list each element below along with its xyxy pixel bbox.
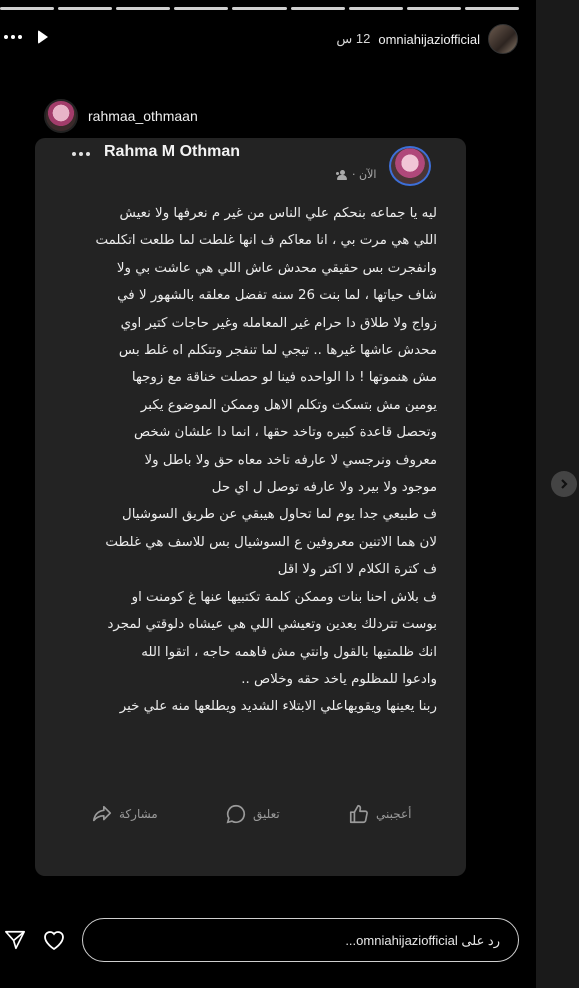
like-label: أعجبني: [376, 807, 412, 821]
post-options-icon[interactable]: [72, 152, 90, 156]
next-story-button[interactable]: [551, 471, 577, 497]
shared-author-avatar[interactable]: [44, 99, 78, 133]
friends-icon: [335, 170, 347, 180]
story-username[interactable]: omniahijaziofficial: [378, 31, 480, 47]
post-author-avatar[interactable]: [389, 146, 431, 186]
story-timestamp: 12 س: [336, 31, 371, 46]
progress-segment: [349, 7, 403, 10]
post-text-line: موجود ولا بيرد ولا عارفه توصل ل اي حل: [211, 480, 437, 496]
post-time: الآن ·: [352, 168, 377, 181]
progress-segment: [58, 7, 112, 10]
share-arrow-icon: [91, 803, 113, 825]
chevron-right-icon: [558, 478, 570, 490]
post-text-line: ف طبيعي جدا يوم لما تحاول هيبقي عن طريق السوشيال: [122, 507, 437, 523]
story-progress-bar: [0, 7, 519, 10]
send-icon[interactable]: [4, 929, 26, 951]
post-text-line: وتحصل قاعدة كبيره وتاخد حقها ، انما دا علشان شخص: [134, 425, 437, 441]
post-text-line: لان هما الاتنين معروفين ع السوشيال بس للاسف هي غلطت: [105, 534, 437, 550]
thumbs-up-icon: [348, 803, 370, 825]
avatar[interactable]: [488, 24, 518, 54]
post-body: [73, 200, 437, 721]
progress-segment: [291, 7, 345, 10]
like-button[interactable]: [348, 803, 411, 825]
post-text-line: وانفجرت بس حقيقي محدش عاش اللي هي عاشت بي ولا: [116, 260, 437, 276]
post-text-line: ليه يا جماعه بنحكم علي الناس من غير م نعرفها ولا نعيش: [119, 206, 437, 221]
shared-post-card[interactable]: [35, 138, 466, 876]
comment-button[interactable]: [225, 803, 280, 825]
post-text-line: زواج ولا طلاق دا حرام غير المعامله وغير حاجات كتير اوي: [120, 315, 437, 331]
post-text-line: وادعوا للمظلوم ياخد حقه وخلاص ..: [241, 671, 437, 687]
post-text-line: بوست تتردلك بعدين وتعيشي اللي هي عيشاه دلوقتي لمجرد: [107, 617, 437, 633]
progress-segment: [116, 7, 170, 10]
progress-segment: [232, 7, 286, 10]
progress-segment: [407, 7, 461, 10]
shared-post-author[interactable]: [44, 99, 198, 133]
reply-input[interactable]: [82, 918, 519, 962]
story-header: [0, 22, 536, 58]
more-options-icon[interactable]: [4, 35, 22, 39]
post-text-line: يومين مش بتسكت وتكلم الاهل وممكن الموضوع يكبر: [140, 397, 437, 413]
share-post-button[interactable]: [91, 803, 158, 825]
progress-segment: [174, 7, 228, 10]
post-meta: [335, 168, 376, 181]
comment-icon: [225, 803, 247, 825]
progress-segment: [0, 7, 54, 10]
story-controls: [4, 30, 48, 44]
post-actions: [35, 803, 466, 833]
post-author-name[interactable]: Rahma M Othman: [104, 143, 241, 160]
post-text-line: مش هنموتها ! دا الواحده فينا لو حصلت خناقة مع زوجها: [131, 370, 437, 386]
shared-author-handle[interactable]: rahmaa_othmaan: [88, 108, 198, 124]
post-text-line: انك ظلمتيها بالقول وانتي مش فاهمه حاجه ، اتقوا الله: [141, 644, 437, 660]
heart-icon[interactable]: [42, 929, 66, 951]
post-text-line: محدش عاشها غيرها .. تيجي لما تنفجر وتتكلم اه غلط بس: [118, 343, 437, 359]
story-user[interactable]: [336, 24, 518, 54]
post-text-line: اللي هي مرت بي ، انا معاكم ف انها غلطت لما طلعت اتكلمت: [95, 233, 437, 249]
post-text-line: ربنا يعينها ويقويهاعلي الابتلاء الشديد ويطلعها منه علي خير: [119, 699, 437, 715]
post-text-line: معروف ونرجسي لا عارفه تاخد معاه حق ولا باطل ولا: [144, 452, 437, 468]
post-text-line: شاف حياتها ، لما بنت 26 سنه تفضل معلقه بالشهور لا في: [117, 288, 437, 304]
progress-segment: [465, 7, 519, 10]
comment-label: تعليق: [253, 807, 280, 821]
reply-bar: [0, 912, 536, 972]
play-icon[interactable]: [38, 30, 48, 44]
post-header: [35, 138, 466, 188]
post-text-line: ف كترة الكلام لا اكتر ولا اقل: [277, 562, 437, 578]
post-text-line: ف بلاش احنا بنات وممكن كلمة تكتبيها عنها غ كومنت او: [131, 589, 437, 605]
share-label: مشاركة: [119, 807, 158, 821]
